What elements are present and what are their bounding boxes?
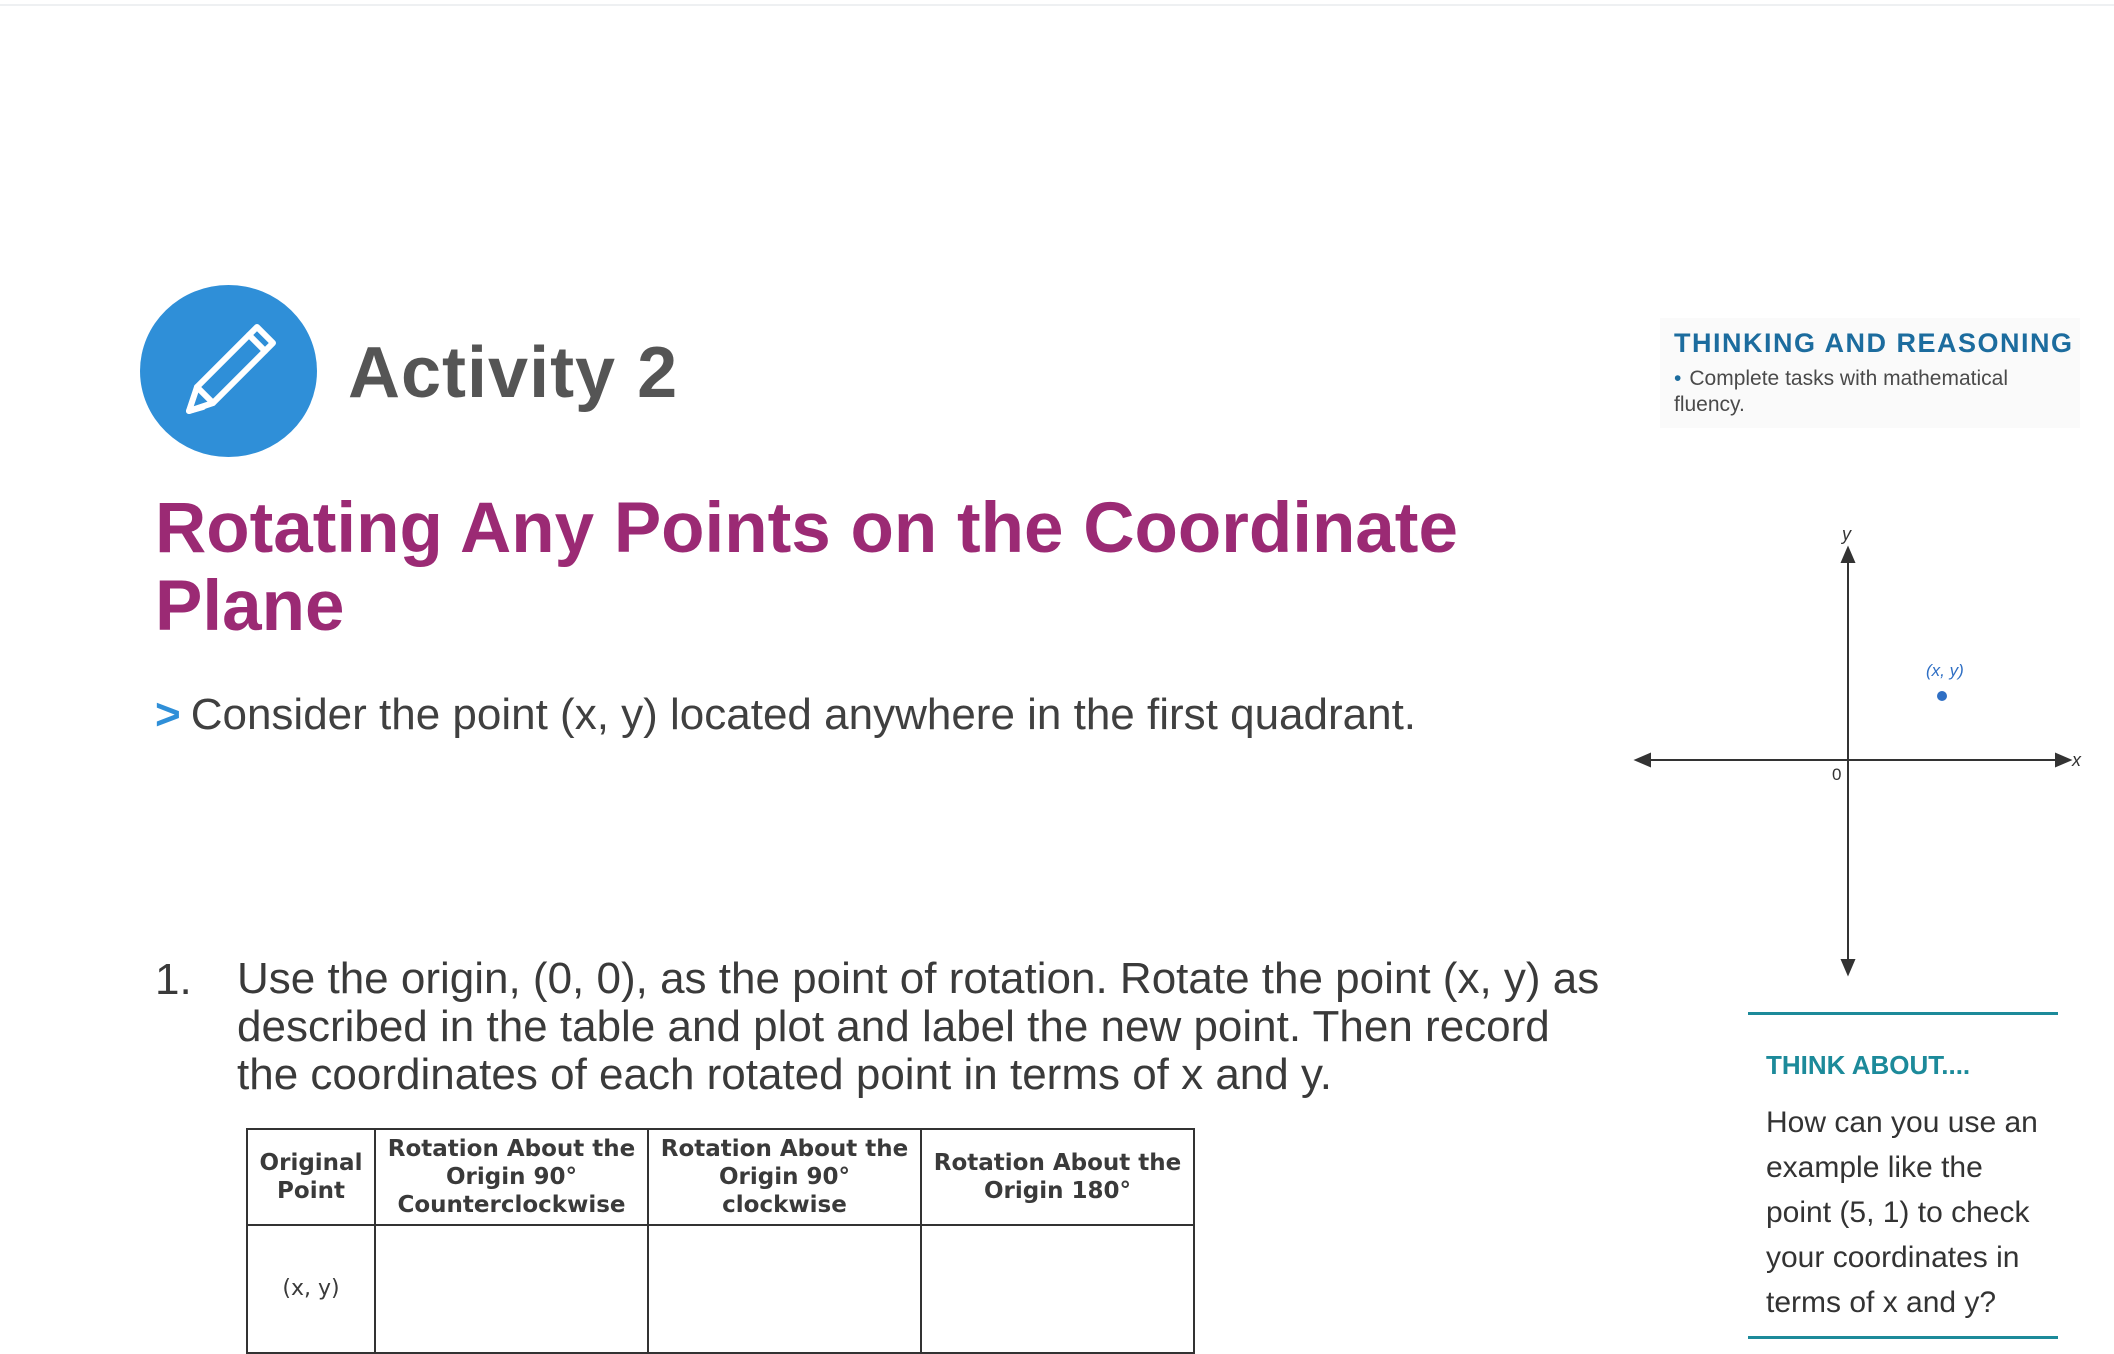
- answer-cell-ccw90[interactable]: [375, 1225, 648, 1353]
- top-rule: [0, 4, 2114, 6]
- answer-cell-180[interactable]: [921, 1225, 1194, 1353]
- thinking-reasoning-box: [1660, 318, 2080, 428]
- table-cell-original: (x, y): [247, 1225, 375, 1353]
- intro-prompt: [155, 690, 1416, 740]
- table-header-row: [247, 1129, 1194, 1225]
- answer-cell-cw90[interactable]: [648, 1225, 921, 1353]
- table-header: Rotation About the Origin 90° Counterclockwise: [375, 1129, 648, 1225]
- pencil-icon: [169, 311, 289, 431]
- origin-label: 0: [1832, 765, 1842, 784]
- rotation-table: [246, 1128, 1195, 1354]
- table-header: Rotation About the Origin 180°: [921, 1129, 1194, 1225]
- x-axis-left-arrow: [1636, 754, 1650, 766]
- table-row: [247, 1225, 1194, 1353]
- chevron-right-icon: >: [155, 690, 181, 739]
- point-label: (x, y): [1926, 661, 1964, 680]
- question-text: Use the origin, (0, 0), as the point of rotation. Rotate the point (x, y) as described in the table and plot and label the new point. Then record the coordinates of each rotated point in terms of x and y.: [237, 954, 1600, 1099]
- thinking-reasoning-title: THINKING AND REASONING: [1674, 328, 2074, 358]
- thinking-reasoning-bullet: [1674, 366, 2074, 418]
- think-about-bottom-rule: [1748, 1336, 2058, 1339]
- point-xy: [1937, 691, 1947, 701]
- coordinate-plane: [1630, 510, 2080, 980]
- think-about-top-rule: [1748, 1012, 2058, 1015]
- activity-title: Activity 2: [348, 333, 679, 413]
- y-axis-top-arrow: [1842, 548, 1854, 562]
- y-axis-bottom-arrow: [1842, 960, 1854, 974]
- table-header: Rotation About the Origin 90° clockwise: [648, 1129, 921, 1225]
- x-axis-label: x: [2072, 750, 2081, 770]
- table-header: Original Point: [247, 1129, 375, 1225]
- bullet-icon: •: [1674, 367, 1682, 390]
- bullet-text: Complete tasks with mathematical fluency.: [1674, 367, 2008, 416]
- think-about-text: How can you use an example like the point (5, 1) to check your coordinates in terms of x and y?: [1766, 1106, 2038, 1319]
- y-axis-label: y: [1842, 524, 1851, 544]
- x-axis-right-arrow: [2056, 754, 2070, 766]
- think-about-title: THINK ABOUT....: [1766, 1050, 1971, 1080]
- activity-badge: [140, 285, 317, 457]
- question-number: 1.: [155, 955, 192, 1004]
- intro-text: Consider the point (x, y) located anywhere in the first quadrant.: [190, 690, 1417, 739]
- lesson-title: Rotating Any Points on the Coordinate Plane: [155, 489, 1458, 646]
